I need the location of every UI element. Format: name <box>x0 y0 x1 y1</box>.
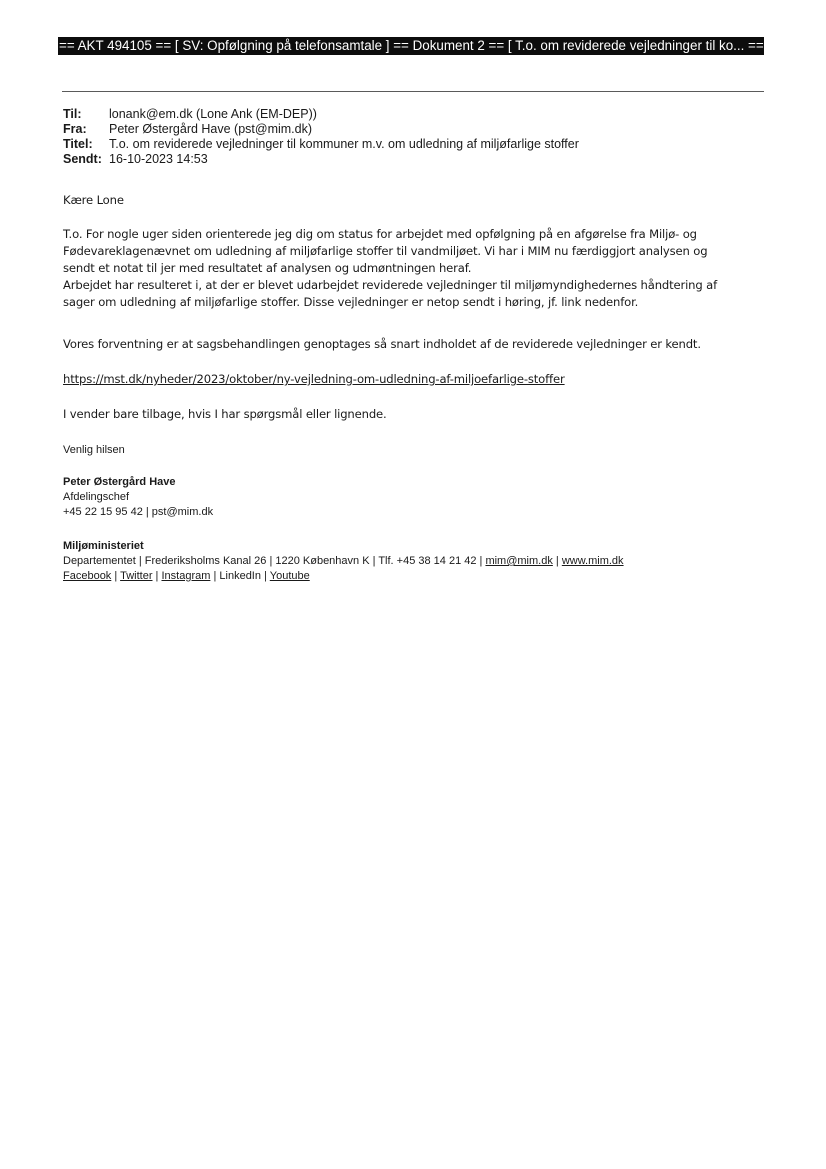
from-value: Peter Østergård Have (pst@mim.dk) <box>109 122 313 136</box>
address-text: Departementet | Frederiksholms Kanal 26 | 1220 København K | Tlf. +45 38 14 21 42 | <box>63 555 486 567</box>
signature-name: Peter Østergård Have <box>63 476 176 488</box>
organization-name: Miljøministeriet <box>63 540 144 552</box>
to-label: Til: <box>63 107 82 121</box>
body-paragraph-2: Vores forventning er at sagsbehandlingen genoptages så snart indholdet af de reviderede vejledninger er kendt. <box>63 337 701 351</box>
instagram-link[interactable]: Instagram <box>161 570 211 582</box>
facebook-link[interactable]: Facebook <box>63 570 112 582</box>
social-links <box>63 569 624 584</box>
from-row <box>63 122 579 137</box>
subject-row <box>63 137 579 152</box>
org-email-link[interactable]: mim@mim.dk <box>485 555 553 567</box>
paragraph-line: Arbejdet har resulteret i, at der er blevet udarbejdet reviderede vejledninger til miljømyndighedernes håndtering af <box>63 278 718 292</box>
regards: Venlig hilsen <box>63 444 125 456</box>
org-website-link[interactable]: www.mim.dk <box>561 555 624 567</box>
body-paragraph-1 <box>63 226 773 311</box>
paragraph-line: sager om udledning af miljøfarlige stoffer. Disse vejledninger er netop sendt i høring, jf. link nedenfor. <box>63 295 639 309</box>
subject-value: T.o. om reviderede vejledninger til kommuner m.v. om udledning af miljøfarlige stoffer <box>109 137 579 151</box>
closing-line: I vender bare tilbage, hvis I har spørgsmål eller lignende. <box>63 407 387 421</box>
header-divider <box>62 91 764 92</box>
organization-block <box>63 539 624 584</box>
separator: | <box>210 570 220 582</box>
sent-row <box>63 152 579 167</box>
linkedin-link[interactable]: LinkedIn <box>219 570 261 582</box>
separator: | <box>152 570 162 582</box>
signature-title: Afdelingschef <box>63 491 130 503</box>
email-headers <box>63 107 579 167</box>
twitter-link[interactable]: Twitter <box>120 570 153 582</box>
paragraph-line: sendt et notat til jer med resultatet af analysen og udmøntningen heraf. <box>63 261 472 275</box>
separator: | <box>260 570 270 582</box>
to-value: lonank@em.dk (Lone Ank (EM-DEP)) <box>109 107 317 121</box>
to-row <box>63 107 579 122</box>
paragraph-line: T.o. For nogle uger siden orienterede jeg dig om status for arbejdet med opfølgning på en afgørelse fra Miljø- og <box>63 227 697 241</box>
organization-address <box>63 554 624 569</box>
greeting: Kære Lone <box>63 193 124 207</box>
signature-block <box>63 475 213 520</box>
separator: | <box>552 555 562 567</box>
consultation-link[interactable]: https://mst.dk/nyheder/2023/oktober/ny-vejledning-om-udledning-af-miljoefarlige-stoffer <box>63 372 565 386</box>
sent-value: 16-10-2023 14:53 <box>109 152 208 166</box>
youtube-link[interactable]: Youtube <box>269 570 310 582</box>
from-label: Fra: <box>63 122 87 136</box>
document-banner: == AKT 494105 == [ SV: Opfølgning på telefonsamtale ] == Dokument 2 == [ T.o. om reviderede vejledninger til ko... == <box>59 38 764 53</box>
separator: | <box>111 570 121 582</box>
signature-contact: +45 22 15 95 42 | pst@mim.dk <box>63 506 214 518</box>
paragraph-line: Fødevareklagenævnet om udledning af miljøfarlige stoffer til vandmiljøet. Vi har i MIM nu færdiggjort analysen og <box>63 244 708 258</box>
subject-label: Titel: <box>63 137 93 151</box>
sent-label: Sendt: <box>63 152 102 166</box>
